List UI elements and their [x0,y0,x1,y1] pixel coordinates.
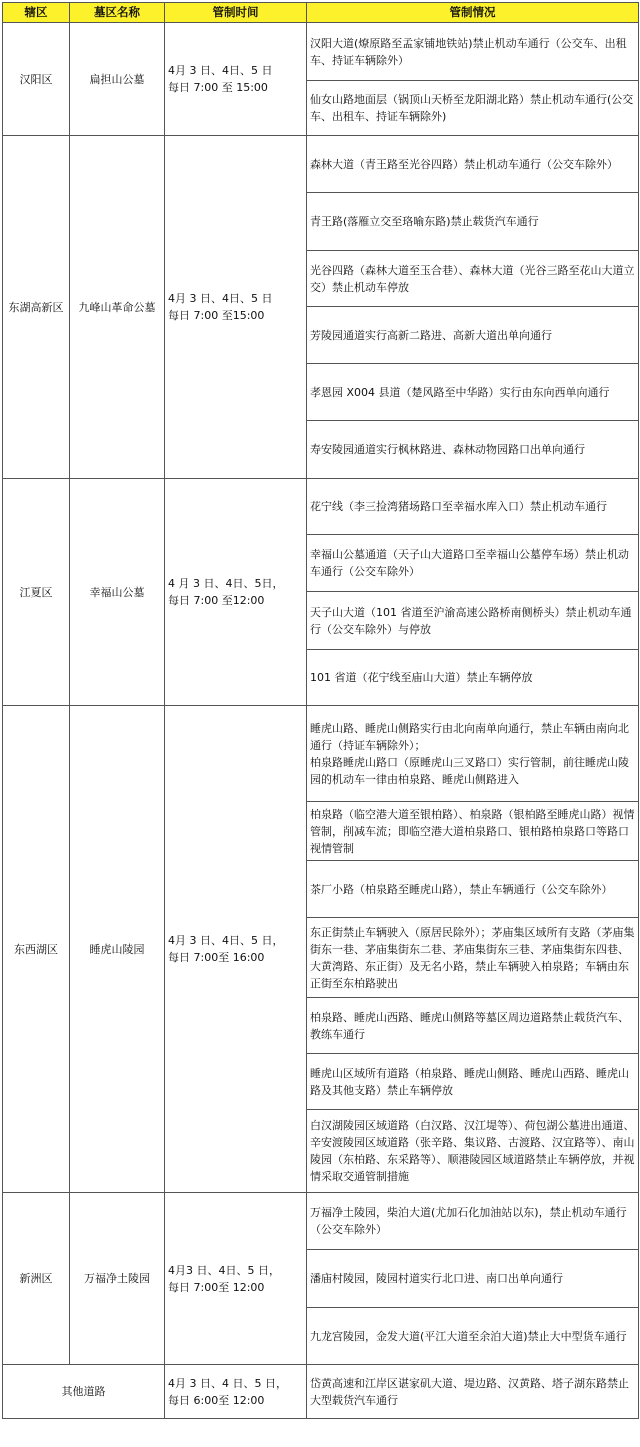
rule-cell: 101 省道（花宁线至庙山大道）禁止车辆停放 [307,650,639,706]
rule-cell: 森林大道（青王路至光谷四路）禁止机动车通行（公交车除外） [307,136,639,193]
rule-cell: 芳陵园通道实行高新二路进、高新大道出单向通行 [307,307,639,364]
table-body [3,23,639,1419]
rule-cell: 花宁线（李三捡湾猪场路口至幸福水库入口）禁止机动车通行 [307,479,639,535]
rule-cell: 睡虎山区域所有道路（柏泉路、睡虎山侧路、睡虎山西路、睡虎山路及其他支路）禁止车辆停放 [307,1054,639,1110]
table-row [3,1193,639,1250]
rule-cell: 孝恩园 X004 县道（楚风路至中华路）实行由东向西单向通行 [307,364,639,421]
period-cell: 4月 3 日、4日、5 日， 每日 7:00至 16:00 [165,706,307,1193]
cemetery-cell: 睡虎山陵园 [70,706,165,1193]
traffic-control-table [2,2,639,1419]
table-row [3,136,639,193]
period-cell: 4 月 3 日、4日、5日， 每日 7:00 至12:00 [165,479,307,706]
rule-cell: 汉阳大道(燎原路至孟家铺地铁站)禁止机动车通行（公交车、出租车、持证车辆除外） [307,23,639,81]
table-row [3,706,639,802]
rule-cell: 柏泉路（临空港大道至银柏路）、柏泉路（银柏路至睡虎山路）视情管制，削减车流；即临空港大道柏泉路口、银柏路柏泉路口等路口视情管制 [307,802,639,861]
rule-cell: 青王路(落雁立交至珞喻东路)禁止载货汽车通行 [307,193,639,251]
rule-cell: 白汉湖陵园区域道路（白汉路、汉江堤等）、荷包湖公墓进出通道、辛安渡陵园区域道路（张辛路、集议路、古渡路、汉宜路等）、南山陵园（东柏路、东采路等）、顺港陵园区域道路禁止车辆停放，并视情采取交通管制措施 [307,1110,639,1193]
cemetery-cell: 幸福山公墓 [70,479,165,706]
district-cell: 江夏区 [3,479,70,706]
district-cell: 东湖高新区 [3,136,70,479]
cemetery-cell: 万福净土陵园 [70,1193,165,1365]
rule-cell: 睡虎山路、睡虎山侧路实行由北向南单向通行，禁止车辆由南向北通行（持证车辆除外）； 柏泉路睡虎山路口（原睡虎山三叉路口）实行管制，前往睡虎山陵园的机动车一律由柏泉路、睡虎山侧路进入 [307,706,639,802]
header-cemetery: 墓区名称 [70,3,165,23]
rule-cell: 幸福山公墓通道（天子山大道路口至幸福山公墓停车场）禁止机动车通行（公交车除外） [307,535,639,592]
rule-cell: 九龙宫陵园，金发大道(平江大道至余泊大道)禁止大中型货车通行 [307,1308,639,1365]
rule-cell: 光谷四路（森林大道至玉合巷）、森林大道（光谷三路至花山大道立交）禁止机动车停放 [307,251,639,307]
rule-cell: 万福净土陵园，柴泊大道(尤加石化加油站以东)，禁止机动车通行（公交车除外） [307,1193,639,1250]
period-cell: 4月3 日、4日、5 日， 每日 7:00至 12:00 [165,1193,307,1365]
rule-cell: 东正街禁止车辆驶入（原居民除外）；茅庙集区域所有支路（茅庙集街东一巷、茅庙集街东二巷、茅庙集街东三巷、茅庙集街东四巷、大黄湾路、东正街）及无名小路，禁止车辆驶入柏泉路；车辆由东正街至东柏路驶出 [307,918,639,998]
period-cell: 4月 3 日、4日、5 日 每日 7:00 至15:00 [165,136,307,479]
table-row [3,23,639,81]
header-rules: 管制情况 [307,3,639,23]
cemetery-cell: 扁担山公墓 [70,23,165,136]
district-cell: 东西湖区 [3,706,70,1193]
rule-cell: 仙女山路地面层（锅顶山天桥至龙阳湖北路）禁止机动车通行(公交车、出租车、持证车辆除外) [307,81,639,136]
rule-cell: 寿安陵园通道实行枫林路进、森林动物园路口出单向通行 [307,421,639,479]
rule-cell: 柏泉路、睡虎山西路、睡虎山侧路等墓区周边道路禁止载货汽车、教练车通行 [307,998,639,1054]
table-row [3,479,639,535]
cemetery-cell: 九峰山革命公墓 [70,136,165,479]
header-period: 管制时间 [165,3,307,23]
period-cell: 4月 3 日、4 日、5 日， 每日 6:00至 12:00 [165,1365,307,1419]
district-cell: 新洲区 [3,1193,70,1365]
rule-cell: 岱黄高速和江岸区谌家矶大道、堤边路、汉黄路、塔子湖东路禁止大型载货汽车通行 [307,1365,639,1419]
other-roads-label: 其他道路 [3,1365,165,1419]
period-cell: 4月 3 日、4日、5 日 每日 7:00 至 15:00 [165,23,307,136]
rule-cell: 潘庙村陵园，陵园村道实行北口进、南口出单向通行 [307,1250,639,1308]
header-row [3,3,639,23]
other-roads-row [3,1365,639,1419]
rule-cell: 茶厂小路（柏泉路至睡虎山路），禁止车辆通行（公交车除外） [307,861,639,918]
district-cell: 汉阳区 [3,23,70,136]
header-district: 辖区 [3,3,70,23]
rule-cell: 天子山大道（101 省道至沪渝高速公路桥南侧桥头）禁止机动车通行（公交车除外）与停放 [307,592,639,650]
